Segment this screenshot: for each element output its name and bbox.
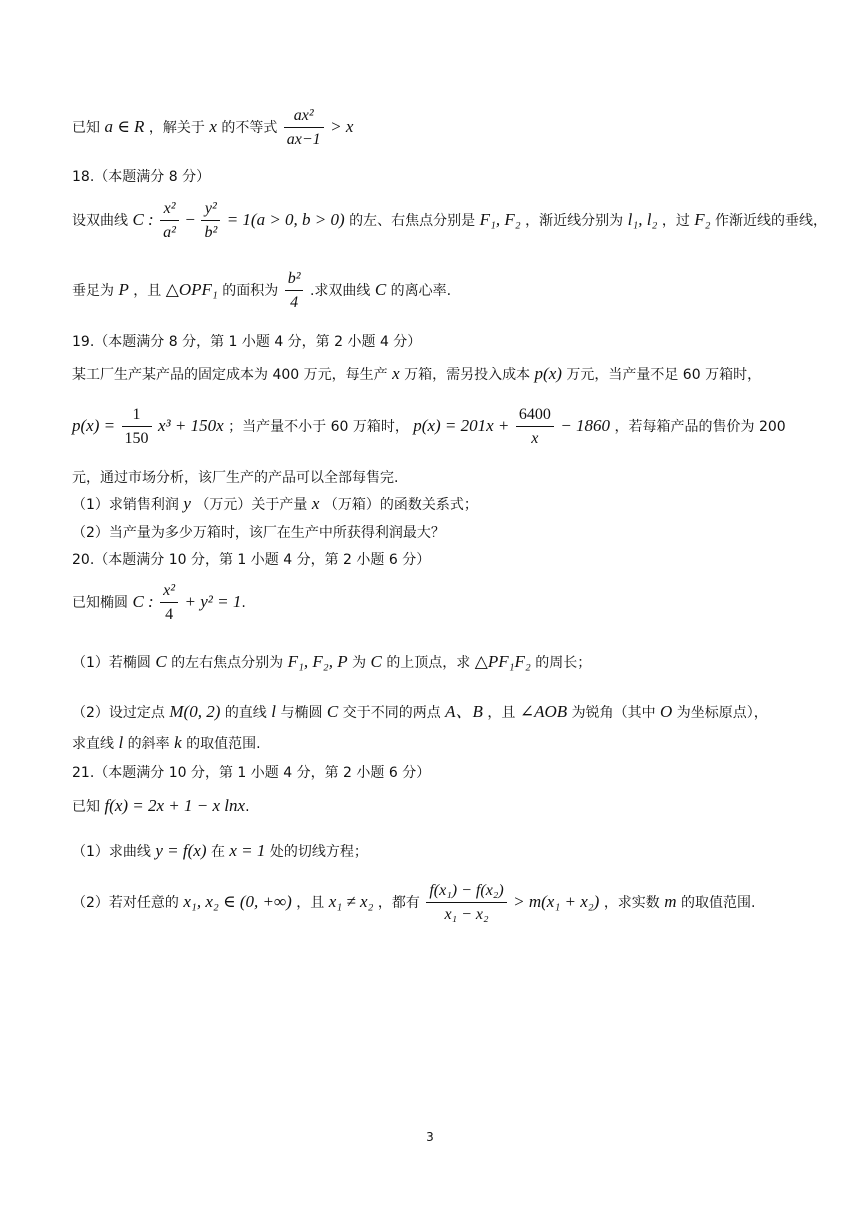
math-rhs: > x	[330, 117, 354, 136]
text: 作渐近线的垂线，	[715, 213, 828, 229]
math-op: −	[185, 210, 195, 229]
fraction-y2-b2	[201, 200, 220, 242]
text: ；当产量不小于 60 万箱时，	[228, 419, 409, 435]
fraction-numerator: 1	[122, 406, 152, 427]
problem-17-statement	[72, 107, 353, 149]
text: 万元，当产量不足 60 万箱时，	[566, 367, 762, 383]
text: 交于不同的两点	[342, 705, 441, 721]
fraction-denominator: 4	[290, 294, 299, 311]
q20-sub1	[72, 652, 591, 672]
math-variable: k	[174, 733, 182, 752]
text: 万箱，需另投入成本	[404, 367, 531, 383]
math-line: l	[118, 733, 124, 752]
text: （2）若对任意的	[72, 895, 179, 911]
fraction-area	[285, 270, 304, 312]
fraction-1-150	[122, 406, 152, 448]
inequality-fraction	[284, 107, 324, 149]
math-domain: x₁, x₂ ∈ (0, +∞)	[183, 892, 292, 911]
math-expression: + y² = 1	[184, 592, 242, 611]
math-point: P	[118, 280, 129, 299]
text: ，且	[296, 895, 325, 911]
q20-header: 20.（本题满分 10 分，第 1 小题 4 分，第 2 小题 6 分）	[72, 552, 431, 568]
text: 在	[210, 844, 225, 860]
text: 垂足为	[72, 283, 114, 299]
q20-sub2-cont	[72, 733, 261, 753]
math-function: p(x) = 201x +	[413, 416, 510, 435]
q18-header: 18.（本题满分 8 分）	[72, 169, 211, 185]
fraction-x2-4	[160, 582, 178, 624]
text: .	[241, 595, 246, 611]
math-expression: x = 1	[229, 841, 266, 860]
fraction-numerator: 6400	[516, 406, 554, 427]
text: 的取值范围.	[681, 895, 756, 911]
q21-sub1	[72, 841, 368, 861]
text: 的左、右焦点分别是	[349, 213, 476, 229]
text: ，若每箱产品的售价为 200	[614, 419, 786, 435]
text: 求直线	[72, 736, 114, 752]
math-foci: F₁, F₂	[479, 210, 521, 229]
q21-header: 21.（本题满分 10 分，第 1 小题 4 分，第 2 小题 6 分）	[72, 765, 431, 781]
q19-sub2: （2）当产量为多少万箱时，该厂在生产中所获得利润最大？	[72, 525, 445, 541]
q19-header: 19.（本题满分 8 分，第 1 小题 4 分，第 2 小题 4 分）	[72, 334, 422, 350]
text: 处的切线方程；	[269, 844, 368, 860]
math-variable: m	[664, 892, 677, 911]
math-triangle: △PF₁F₂	[474, 652, 531, 671]
math-points: A、B	[445, 702, 483, 721]
math-condition: = 1(a > 0, b > 0)	[226, 210, 345, 229]
fraction-numerator: ax²	[284, 107, 324, 128]
text: 为坐标原点），	[676, 705, 768, 721]
math-line: l	[271, 702, 276, 721]
text: ，求实数	[603, 895, 660, 911]
q19-line2	[72, 406, 786, 448]
text: 的周长；	[535, 655, 592, 671]
q21-sub2	[72, 882, 755, 924]
math-expression: − 1860	[560, 416, 611, 435]
q19-sub1	[72, 494, 478, 514]
math-function: y = f(x)	[155, 841, 207, 860]
text: ，过	[661, 213, 690, 229]
q18-line2	[72, 270, 451, 312]
q18-line1	[72, 200, 827, 242]
q19-line3: 元，通过市场分析，该厂生产的产品可以全部每售完.	[72, 470, 399, 486]
fraction-difference-quotient	[426, 882, 506, 924]
text: （1）求销售利润	[72, 497, 179, 513]
text: 的面积为	[222, 283, 279, 299]
math-variable: x	[311, 494, 320, 513]
math-point: M(0, 2)	[169, 702, 221, 721]
text: 设双曲线	[72, 213, 128, 229]
q19-line1	[72, 364, 761, 384]
text: 已知椭圆	[72, 595, 128, 611]
fraction-denominator: 150	[124, 430, 149, 447]
math-points: F₁, F₂, P	[287, 652, 348, 671]
text: （1）求曲线	[72, 844, 151, 860]
math-curve: C	[374, 280, 387, 299]
fraction-denominator: a²	[163, 224, 176, 241]
text: （2）设过定点	[72, 705, 165, 721]
text: 与椭圆	[280, 705, 323, 721]
text: （1）若椭圆	[72, 655, 151, 671]
q21-line1	[72, 796, 250, 816]
text: 的离心率.	[390, 283, 452, 299]
text: 的直线	[224, 705, 267, 721]
text: 为	[352, 655, 367, 671]
text: ，都有	[377, 895, 420, 911]
math-expression: x³ + 150x	[158, 416, 224, 435]
text: ，且	[487, 705, 516, 721]
math-variable: x	[209, 117, 217, 136]
math-point: O	[660, 702, 673, 721]
math-curve: C	[370, 652, 382, 671]
text: 已知	[72, 120, 100, 136]
fraction-denominator: 4	[165, 606, 174, 623]
text: 的左右焦点分别为	[171, 655, 284, 671]
fraction-numerator: x²	[160, 200, 179, 221]
math-curve: C	[326, 702, 339, 721]
math-triangle: △OPF₁	[165, 280, 218, 299]
text: 的取值范围.	[186, 736, 261, 752]
text: ，渐近线分别为	[525, 213, 624, 229]
text: （万箱）的函数关系式；	[323, 497, 478, 513]
text: 的斜率	[127, 736, 170, 752]
fraction-numerator: y²	[201, 200, 220, 221]
fraction-denominator: b²	[204, 224, 218, 241]
fraction-6400-x	[516, 406, 554, 448]
math-function: p(x)	[534, 364, 562, 383]
text: （万元）关于产量	[195, 497, 308, 513]
text: 的上顶点，求	[386, 655, 471, 671]
text: .	[245, 799, 250, 815]
text: ，解关于	[148, 120, 205, 136]
math-function: f(x) = 2x + 1 − x lnx	[104, 796, 246, 815]
math-rhs: > m(x₁ + x₂)	[513, 892, 600, 911]
text: .求双曲线	[309, 283, 371, 299]
fraction-numerator: b²	[285, 270, 304, 291]
text: 某工厂生产某产品的固定成本为 400 万元，每生产	[72, 367, 388, 383]
page-number: 3	[426, 1130, 434, 1144]
math-variable: y	[183, 494, 191, 513]
fraction-denominator: x₁ − x₂	[444, 906, 489, 923]
math-asymptotes: l₁, l₂	[627, 210, 658, 229]
fraction-x2-a2	[160, 200, 179, 242]
text: ，且	[133, 283, 162, 299]
math-condition: x₁ ≠ x₂	[328, 892, 374, 911]
fraction-denominator: x	[531, 430, 539, 447]
math-condition: a ∈ R	[104, 117, 145, 136]
math-focus: F₂	[694, 210, 711, 229]
fraction-numerator: f(x₁) − f(x₂)	[426, 882, 506, 903]
q20-sub2	[72, 697, 768, 722]
math-angle: ∠AOB	[519, 702, 568, 721]
math-curve: C :	[132, 210, 154, 229]
q20-line1	[72, 582, 246, 624]
fraction-denominator: ax−1	[286, 131, 321, 148]
math-function: p(x) =	[72, 416, 116, 435]
text: 为锐角（其中	[571, 705, 656, 721]
math-curve: C :	[132, 592, 154, 611]
text: 的不等式	[221, 120, 278, 136]
text: 已知	[72, 799, 100, 815]
fraction-numerator: x²	[160, 582, 178, 603]
math-curve: C	[155, 652, 167, 671]
math-variable: x	[392, 364, 400, 383]
